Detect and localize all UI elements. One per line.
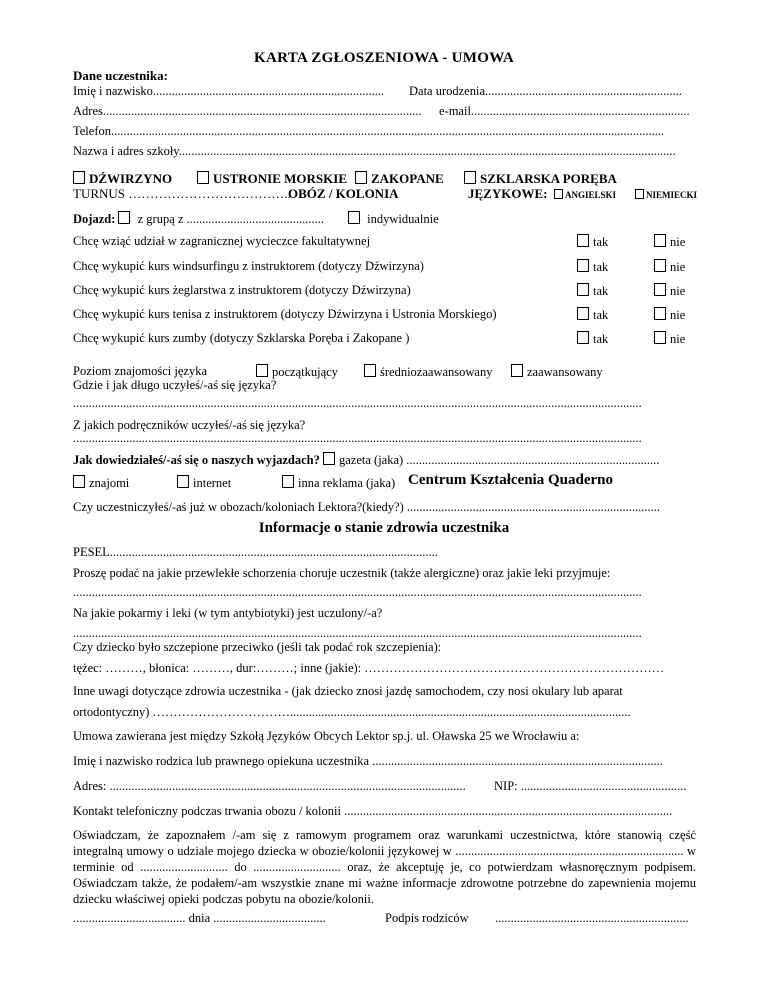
field-contact-phone[interactable]: Kontakt telefoniczny podczas trwania obozu / kolonii ......................................................................................................... bbox=[73, 804, 673, 818]
label-german: NIEMIECKI bbox=[646, 190, 698, 200]
answer-5-yes bbox=[577, 331, 608, 347]
source-other-ad bbox=[282, 475, 395, 491]
source-row bbox=[73, 452, 659, 468]
checkbox-ustronie-morskie[interactable] bbox=[197, 171, 209, 184]
checkbox-szklarska-poreba[interactable] bbox=[464, 171, 476, 184]
checkbox-dzwirzyno[interactable] bbox=[73, 171, 85, 184]
question-vaccinated: Czy dziecko było szczepione przeciwko (jeśli tak podać rok szczepienia): bbox=[73, 640, 442, 654]
checkbox-q5-yes[interactable] bbox=[577, 331, 589, 344]
question-other-remarks: Inne uwagi dotyczące zdrowia uczestnika - (jak dziecko znosi jazdę samochodem, czy nosi okulary lub aparat bbox=[73, 684, 623, 698]
checkbox-q3-no[interactable] bbox=[654, 283, 666, 296]
level-intermediate bbox=[364, 364, 492, 380]
checkbox-q1-yes[interactable] bbox=[577, 234, 589, 247]
language-camp-label: JĘZYKOWE: bbox=[468, 186, 548, 201]
checkbox-english[interactable] bbox=[554, 189, 563, 199]
transport-row bbox=[73, 211, 324, 227]
label-no: nie bbox=[670, 260, 686, 274]
label-advanced: zaawansowany bbox=[527, 365, 603, 379]
label-no: nie bbox=[670, 308, 686, 322]
answer-1-no bbox=[654, 234, 685, 250]
turnus-field[interactable]: TURNUS ……………………………….. bbox=[73, 186, 291, 201]
source-newspaper[interactable]: gazeta (jaka) ................................................................................. bbox=[339, 453, 660, 467]
question-3: Chcę wykupić kurs żeglarstwa z instruktorem (dotyczy Dźwirzyna) bbox=[73, 283, 411, 297]
checkbox-q2-no[interactable] bbox=[654, 259, 666, 272]
field-school[interactable]: Nazwa i adres szkoły............................................................................................................................................................... bbox=[73, 144, 676, 158]
answer-2-yes bbox=[577, 259, 608, 275]
label-no: nie bbox=[670, 284, 686, 298]
language-level-label: Poziom znajomości języka bbox=[73, 364, 207, 378]
field-date[interactable]: .................................... dnia .................................... bbox=[73, 911, 326, 925]
source-internet bbox=[177, 475, 231, 491]
centre-name: Centrum Kształcenia Quaderno bbox=[408, 472, 613, 488]
answer-4-yes bbox=[577, 307, 608, 323]
answer-other-remarks[interactable]: ortodontyczny) ……………………………............................................................................................................. bbox=[73, 705, 631, 719]
checkbox-friends[interactable] bbox=[73, 475, 85, 488]
label-friends: znajomi bbox=[89, 476, 130, 490]
transport-individual bbox=[348, 211, 439, 227]
label-yes: tak bbox=[593, 332, 609, 346]
checkbox-q4-yes[interactable] bbox=[577, 307, 589, 320]
field-name[interactable]: Imię i nazwisko.......................................................................... bbox=[73, 84, 385, 98]
field-phone[interactable]: Telefon................................................................................................................................................................................. bbox=[73, 124, 665, 138]
source-question: Jak dowiedziałeś/-aś się o naszych wyjazdach? bbox=[73, 453, 320, 467]
answer-vaccines[interactable]: tężec: ………, błonica: ………, dur:………; inne (jakie): ……………………………………………………………… bbox=[73, 661, 665, 675]
checkbox-advanced[interactable] bbox=[511, 364, 523, 377]
question-allergy: Na jakie pokarmy i leki (w tym antybiotyki) jest uczulony/-a? bbox=[73, 606, 383, 620]
declaration-text: Oświadczam, że zapoznałem /-am się z ramowym programem oraz warunkami uczestnictwa, które stanowią część integralną umowy o udziale mojego dziecka w obozie/kolonii językowej w ......................................................................... w terminie od ............................ do ............................ oraz, że akceptuję je, co potwierdzam własnoręcznym podpisem. Oświadczam także, że podałem/-am wszystkie znane mi ważne informacje zdrowotne potrzebne do zapewnienia mojemu dziecku właściwej opieki podczas pobytu na obozie/kolonii. bbox=[73, 828, 696, 906]
label-ustronie-morskie: USTRONIE MORSKIE bbox=[213, 171, 347, 186]
label-individual: indywidualnie bbox=[367, 212, 439, 226]
field-parent-address[interactable]: Adres: .................................................................................................................. bbox=[73, 779, 466, 793]
camp-type: OBÓZ / KOLONIA bbox=[288, 186, 399, 201]
checkbox-group-transport[interactable] bbox=[118, 211, 130, 224]
label-intermediate: średniozaawansowany bbox=[380, 365, 493, 379]
camp-location-ustronie bbox=[197, 171, 347, 187]
checkbox-german[interactable] bbox=[635, 189, 644, 199]
signature-field[interactable]: .............................................................. bbox=[495, 911, 689, 925]
answer-3-yes bbox=[577, 283, 608, 299]
checkbox-q3-yes[interactable] bbox=[577, 283, 589, 296]
transport-group-field[interactable]: z grupą z ............................................ bbox=[137, 212, 325, 226]
camp-location-szklarska bbox=[464, 171, 617, 187]
question-textbooks: Z jakich podręczników uczyłeś/-aś się języka? bbox=[73, 418, 306, 432]
checkbox-q4-no[interactable] bbox=[654, 307, 666, 320]
question-2: Chcę wykupić kurs windsurfingu z instruktorem (dotyczy Dźwirzyna) bbox=[73, 259, 424, 273]
answer-chronic[interactable]: ...................................................................................................................................................................................... bbox=[73, 585, 642, 599]
contract-agreement: Umowa zawierana jest między Szkołą Języków Obcych Lektor sp.j. ul. Oławska 25 we Wrocławiu a: bbox=[73, 729, 580, 743]
field-email[interactable]: e-mail...................................................................... bbox=[439, 104, 690, 118]
label-internet: internet bbox=[193, 476, 232, 490]
field-address[interactable]: Adres...................................................................................................... bbox=[73, 104, 422, 118]
label-beginner: początkujący bbox=[272, 365, 338, 379]
answer-where-how-long[interactable]: ...................................................................................................................................................................................... bbox=[73, 396, 642, 410]
section-participant: Dane uczestnika: bbox=[73, 68, 168, 83]
field-pesel[interactable]: PESEL......................................................................................................... bbox=[73, 545, 438, 559]
camp-location-row bbox=[73, 171, 172, 187]
checkbox-beginner[interactable] bbox=[256, 364, 268, 377]
checkbox-individual-transport[interactable] bbox=[348, 211, 360, 224]
checkbox-intermediate[interactable] bbox=[364, 364, 376, 377]
label-no: nie bbox=[670, 235, 686, 249]
previous-camps[interactable]: Czy uczestniczyłeś/-aś już w obozach/koloniach Lektora?(kiedy?) ................................................................................. bbox=[73, 500, 661, 514]
question-5: Chcę wykupić kurs zumby (dotyczy Szklarska Poręba i Zakopane ) bbox=[73, 331, 410, 345]
label-no: nie bbox=[670, 332, 686, 346]
checkbox-q5-no[interactable] bbox=[654, 331, 666, 344]
checkbox-internet[interactable] bbox=[177, 475, 189, 488]
health-heading: Informacje o stanie zdrowia uczestnika bbox=[258, 520, 510, 536]
field-parent-name[interactable]: Imię i nazwisko rodzica lub prawnego opiekuna uczestnika ............................................................................................. bbox=[73, 754, 663, 768]
answer-2-no bbox=[654, 259, 685, 275]
answer-3-no bbox=[654, 283, 685, 299]
checkbox-q2-yes[interactable] bbox=[577, 259, 589, 272]
form-title: KARTA ZGŁOSZENIOWA - UMOWA bbox=[254, 50, 514, 66]
transport-label: Dojazd: bbox=[73, 212, 116, 226]
lang-english-option bbox=[554, 189, 616, 200]
answer-5-no bbox=[654, 331, 685, 347]
label-yes: tak bbox=[593, 260, 609, 274]
answer-4-no bbox=[654, 307, 685, 323]
lang-german-option bbox=[635, 189, 697, 200]
label-yes: tak bbox=[593, 284, 609, 298]
camp-location-zakopane bbox=[355, 171, 444, 187]
question-chronic: Proszę podać na jakie przewlekłe schorzenia choruje uczestnik (także alergiczne) oraz jakie leki przyjmuje: bbox=[73, 566, 611, 580]
checkbox-q1-no[interactable] bbox=[654, 234, 666, 247]
label-dzwirzyno: DŹWIRZYNO bbox=[89, 171, 173, 186]
label-other-ad: inna reklama (jaka) bbox=[298, 476, 396, 490]
label-yes: tak bbox=[593, 235, 609, 249]
label-yes: tak bbox=[593, 308, 609, 322]
signature-label: Podpis rodziców bbox=[385, 911, 469, 925]
checkbox-zakopane[interactable] bbox=[355, 171, 367, 184]
label-szklarska-poreba: SZKLARSKA PORĘBA bbox=[480, 171, 617, 186]
answer-1-yes bbox=[577, 234, 608, 250]
label-zakopane: ZAKOPANE bbox=[371, 171, 444, 186]
field-birth-date[interactable]: Data urodzenia............................................................... bbox=[409, 84, 682, 98]
question-1: Chcę wziąć udział w zagranicznej wycieczce fakultatywnej bbox=[73, 234, 371, 248]
checkbox-newspaper[interactable] bbox=[323, 452, 335, 465]
label-english: ANGIELSKI bbox=[565, 190, 617, 200]
level-advanced bbox=[511, 364, 603, 380]
question-4: Chcę wykupić kurs tenisa z instruktorem (dotyczy Dźwirzyna i Ustronia Morskiego) bbox=[73, 307, 497, 321]
answer-textbooks[interactable]: ...................................................................................................................................................................................... bbox=[73, 431, 642, 445]
checkbox-other-ad[interactable] bbox=[282, 475, 294, 488]
field-nip[interactable]: NIP: ..................................................... bbox=[494, 779, 687, 793]
source-friends bbox=[73, 475, 129, 491]
question-where-how-long: Gdzie i jak długo uczyłeś/-aś się języka? bbox=[73, 378, 277, 392]
answer-allergy[interactable]: ...................................................................................................................................................................................... bbox=[73, 626, 642, 640]
